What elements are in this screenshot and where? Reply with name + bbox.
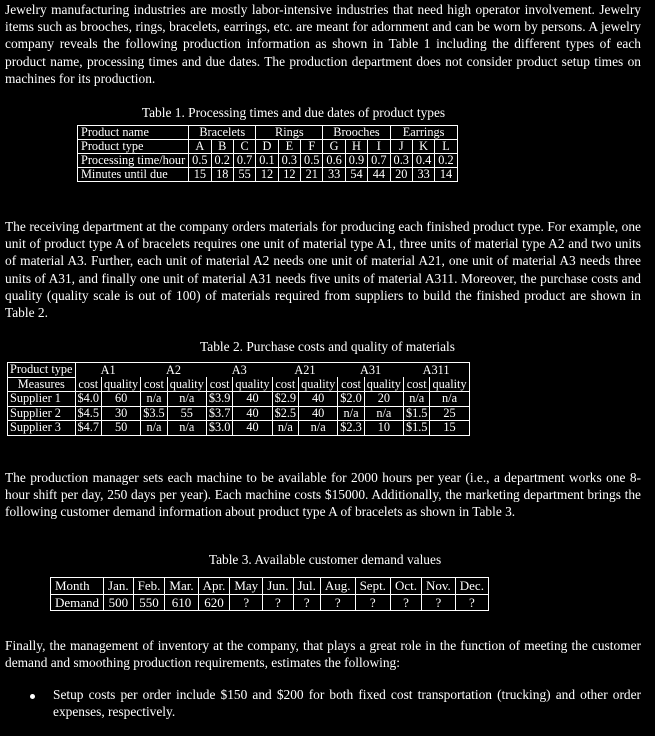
demand-cell: 500 bbox=[104, 594, 134, 611]
table-row bbox=[8, 421, 470, 436]
month-cell: Jan. bbox=[104, 578, 134, 595]
group-bracelets: Bracelets bbox=[189, 126, 256, 140]
cost-header: cost bbox=[338, 377, 365, 392]
month-header: Month bbox=[51, 578, 104, 595]
value-cell: $2.5 bbox=[272, 406, 299, 421]
cost-header: cost bbox=[272, 377, 299, 392]
minutes-cell: 33 bbox=[412, 168, 434, 182]
table1-processing-times bbox=[77, 125, 458, 182]
material-a311: A311 bbox=[403, 363, 469, 378]
value-cell: $2.3 bbox=[338, 421, 365, 436]
receiving-paragraph: The receiving department at the company orders materials for producing each finished product type. For example, one unit of product type A of bracelets requires one unit of material type A1, three units of material type A2 and two units of material A3. Further, each unit of material A2 needs one unit of material A21, one unit of material A3 needs three units of A31, and finally one unit of material A31 needs five units of material A311. Moreover, the purchase costs and quality (quality scale is out of 100) of materials required from suppliers to build the finished product are shown in Table 2. bbox=[5, 219, 641, 321]
quality-header: quality bbox=[102, 377, 141, 392]
type-cell: H bbox=[345, 140, 367, 154]
minutes-cell: 55 bbox=[233, 168, 255, 182]
value-cell: 40 bbox=[233, 421, 272, 436]
minutes-cell: 15 bbox=[189, 168, 211, 182]
value-cell: n/a bbox=[364, 406, 403, 421]
value-cell: 25 bbox=[430, 406, 469, 421]
demand-cell: ? bbox=[390, 594, 421, 611]
value-cell: 15 bbox=[430, 421, 469, 436]
month-cell: Sept. bbox=[355, 578, 390, 595]
value-cell: $4.0 bbox=[75, 392, 102, 407]
processing-cell: 0.1 bbox=[256, 154, 278, 168]
finally-paragraph: Finally, the management of inventory at the company, that plays a great role in the function of meeting the customer demand and smoothing production requirements, estimates the following: bbox=[5, 638, 641, 671]
month-cell: Nov. bbox=[421, 578, 455, 595]
value-cell: n/a bbox=[299, 421, 338, 436]
table-row bbox=[8, 392, 470, 407]
value-cell: 40 bbox=[299, 392, 338, 407]
demand-cell: ? bbox=[421, 594, 455, 611]
demand-cell: 550 bbox=[133, 594, 165, 611]
demand-cell: 610 bbox=[165, 594, 198, 611]
value-cell: $3.0 bbox=[206, 421, 233, 436]
bullet-dot-icon bbox=[30, 694, 35, 699]
value-cell: $4.7 bbox=[75, 421, 102, 436]
processing-time-header: Processing time/hour bbox=[78, 154, 189, 168]
processing-cell: 0.3 bbox=[278, 154, 300, 168]
month-cell: Jun. bbox=[263, 578, 293, 595]
month-cell: Feb. bbox=[133, 578, 165, 595]
table3-caption: Table 3. Available customer demand values bbox=[208, 552, 442, 567]
value-cell: n/a bbox=[167, 421, 206, 436]
type-cell: J bbox=[390, 140, 412, 154]
material-a1: A1 bbox=[75, 363, 141, 378]
minutes-cell: 12 bbox=[256, 168, 278, 182]
type-cell: G bbox=[323, 140, 345, 154]
demand-cell: ? bbox=[263, 594, 293, 611]
value-cell: n/a bbox=[403, 392, 430, 407]
value-cell: n/a bbox=[430, 392, 469, 407]
cost-header: cost bbox=[75, 377, 102, 392]
month-cell: Oct. bbox=[390, 578, 421, 595]
value-cell: 30 bbox=[102, 406, 141, 421]
value-cell: $1.5 bbox=[403, 406, 430, 421]
supplier-name: Supplier 3 bbox=[8, 421, 76, 436]
month-cell: Dec. bbox=[455, 578, 488, 595]
supplier-name: Supplier 1 bbox=[8, 392, 76, 407]
quality-header: quality bbox=[233, 377, 272, 392]
quality-header: quality bbox=[299, 377, 338, 392]
value-cell: $3.9 bbox=[206, 392, 233, 407]
processing-cell: 0.7 bbox=[233, 154, 255, 168]
type-cell: K bbox=[412, 140, 434, 154]
product-type-header: Product type bbox=[78, 140, 189, 154]
intro-paragraph: Jewelry manufacturing industries are mostly labor-intensive industries that need high operator involvement. Jewelry items such as brooches, rings, bracelets, earrings, etc. are meant for adornment and can be worn by persons. A jewelry company reveals the following production information as shown in Table 1 including the different types of each product name, processing times and due dates. The production department does not consider product setup times on machines for its production. bbox=[5, 2, 641, 86]
value-cell: n/a bbox=[167, 392, 206, 407]
value-cell: n/a bbox=[338, 406, 365, 421]
minutes-cell: 12 bbox=[278, 168, 300, 182]
cost-header: cost bbox=[403, 377, 430, 392]
type-cell: C bbox=[233, 140, 255, 154]
value-cell: n/a bbox=[272, 421, 299, 436]
value-cell: 40 bbox=[233, 392, 272, 407]
minutes-cell: 21 bbox=[301, 168, 323, 182]
quality-header: quality bbox=[430, 377, 469, 392]
table3-customer-demand bbox=[50, 577, 489, 611]
cost-header: cost bbox=[141, 377, 168, 392]
processing-cell: 0.4 bbox=[412, 154, 434, 168]
value-cell: $2.9 bbox=[272, 392, 299, 407]
material-a2: A2 bbox=[141, 363, 207, 378]
table-row bbox=[8, 406, 470, 421]
type-cell: I bbox=[368, 140, 390, 154]
demand-cell: ? bbox=[230, 594, 263, 611]
processing-cell: 0.9 bbox=[345, 154, 367, 168]
type-cell: E bbox=[278, 140, 300, 154]
demand-cell: ? bbox=[293, 594, 320, 611]
demand-header: Demand bbox=[51, 594, 104, 611]
table1-caption: Table 1. Processing times and due dates of product types bbox=[141, 105, 446, 120]
value-cell: 50 bbox=[102, 421, 141, 436]
bullet-text: Setup costs per order include $150 and $200 for both fixed cost transportation (trucking) and other order expenses, respectively. bbox=[53, 687, 641, 720]
product-name-header: Product name bbox=[78, 126, 189, 140]
value-cell: 40 bbox=[233, 406, 272, 421]
month-cell: Mar. bbox=[165, 578, 198, 595]
group-rings: Rings bbox=[256, 126, 323, 140]
month-cell: Jul. bbox=[293, 578, 320, 595]
value-cell: $3.7 bbox=[206, 406, 233, 421]
processing-cell: 0.2 bbox=[435, 154, 457, 168]
processing-cell: 0.5 bbox=[301, 154, 323, 168]
demand-cell: ? bbox=[320, 594, 355, 611]
demand-cell: ? bbox=[355, 594, 390, 611]
supplier-name: Supplier 2 bbox=[8, 406, 76, 421]
demand-cell: 620 bbox=[198, 594, 230, 611]
quality-header: quality bbox=[167, 377, 206, 392]
table2-caption: Table 2. Purchase costs and quality of materials bbox=[200, 339, 455, 354]
processing-cell: 0.5 bbox=[189, 154, 211, 168]
production-paragraph: The production manager sets each machine to be available for 2000 hours per year (i.e., a department works one 8-hour shift per day, 250 days per year). Each machine costs $15000. Additionally, the marketing department brings the following customer demand information about product type A of bracelets as shown in Table 3. bbox=[5, 470, 641, 520]
value-cell: 40 bbox=[299, 406, 338, 421]
processing-cell: 0.6 bbox=[323, 154, 345, 168]
product-type-corner: Product type bbox=[8, 363, 76, 378]
demand-cell: ? bbox=[455, 594, 488, 611]
value-cell: $3.5 bbox=[141, 406, 168, 421]
value-cell: n/a bbox=[141, 421, 168, 436]
minutes-cell: 20 bbox=[390, 168, 412, 182]
processing-cell: 0.7 bbox=[368, 154, 390, 168]
processing-cell: 0.3 bbox=[390, 154, 412, 168]
minutes-cell: 14 bbox=[435, 168, 457, 182]
bullet-list-item bbox=[30, 686, 641, 720]
measures-header: Measures bbox=[8, 377, 76, 392]
value-cell: 10 bbox=[364, 421, 403, 436]
value-cell: $2.0 bbox=[338, 392, 365, 407]
value-cell: 55 bbox=[167, 406, 206, 421]
quality-header: quality bbox=[364, 377, 403, 392]
material-a31: A31 bbox=[338, 363, 404, 378]
month-cell: Aug. bbox=[320, 578, 355, 595]
value-cell: 20 bbox=[364, 392, 403, 407]
minutes-cell: 33 bbox=[323, 168, 345, 182]
value-cell: n/a bbox=[141, 392, 168, 407]
minutes-cell: 54 bbox=[345, 168, 367, 182]
value-cell: 60 bbox=[102, 392, 141, 407]
material-a21: A21 bbox=[272, 363, 338, 378]
processing-cell: 0.2 bbox=[211, 154, 233, 168]
value-cell: $1.5 bbox=[403, 421, 430, 436]
minutes-cell: 44 bbox=[368, 168, 390, 182]
minutes-due-header: Minutes until due bbox=[78, 168, 189, 182]
month-cell: May bbox=[230, 578, 263, 595]
minutes-cell: 18 bbox=[211, 168, 233, 182]
material-a3: A3 bbox=[206, 363, 272, 378]
type-cell: A bbox=[189, 140, 211, 154]
table2-purchase-costs bbox=[7, 362, 470, 436]
type-cell: L bbox=[435, 140, 457, 154]
type-cell: F bbox=[301, 140, 323, 154]
type-cell: D bbox=[256, 140, 278, 154]
cost-header: cost bbox=[206, 377, 233, 392]
group-earrings: Earrings bbox=[390, 126, 457, 140]
month-cell: Apr. bbox=[198, 578, 230, 595]
value-cell: $4.5 bbox=[75, 406, 102, 421]
group-brooches: Brooches bbox=[323, 126, 390, 140]
type-cell: B bbox=[211, 140, 233, 154]
